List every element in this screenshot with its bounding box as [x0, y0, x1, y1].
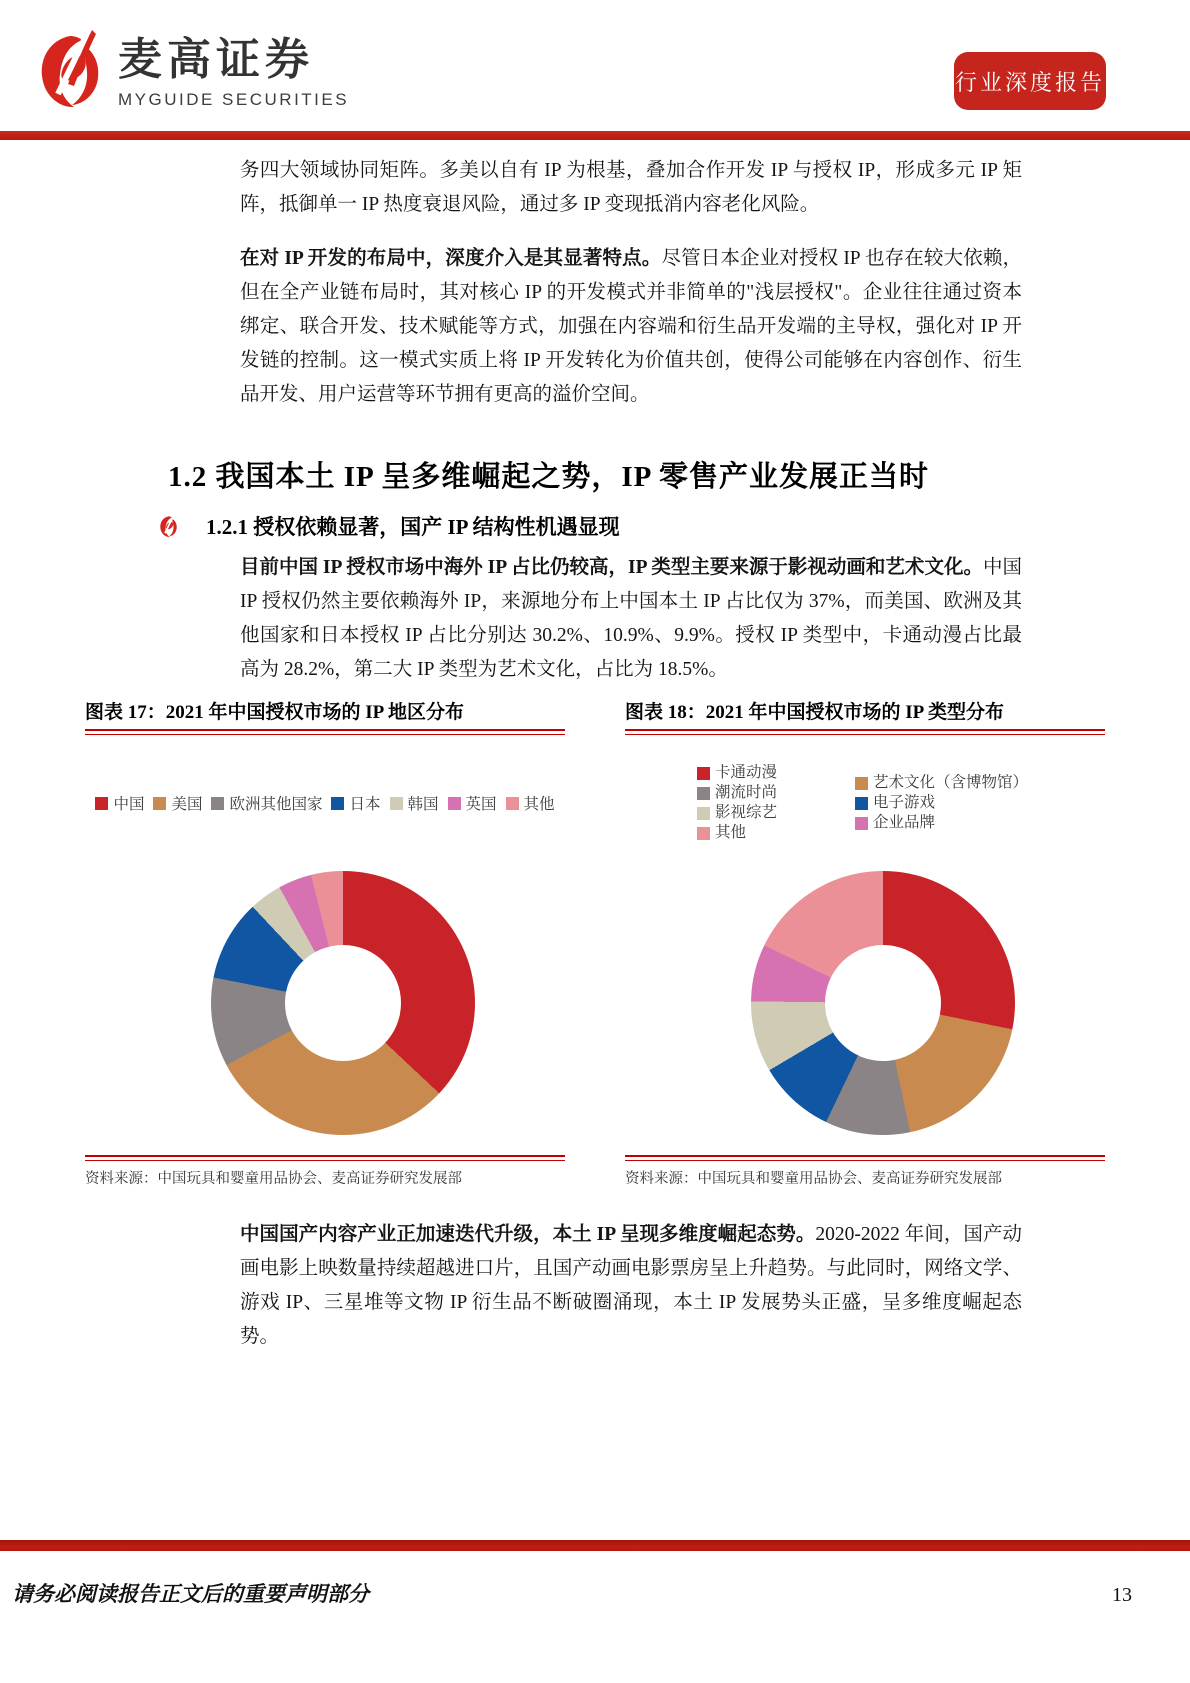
- chart-17-donut: [211, 871, 475, 1135]
- legend-label: 英国: [465, 796, 497, 813]
- legend-swatch: [331, 797, 344, 810]
- legend-item: [331, 792, 380, 814]
- legend-label: 韩国: [407, 796, 439, 813]
- subsection-title: 1.2.1 授权依赖显著，国产 IP 结构性机遇显现: [206, 515, 620, 539]
- legend-swatch: [697, 767, 710, 780]
- chart-18-legend-col-1: [697, 763, 777, 843]
- legend-item: [855, 813, 1028, 833]
- chart-18-legend: [625, 735, 1105, 871]
- chart-18-legend-col-2: [855, 773, 1028, 833]
- legend-swatch: [153, 797, 166, 810]
- chart-18-source: [625, 1155, 1105, 1188]
- legend-swatch: [697, 787, 710, 800]
- legend-item: [506, 792, 555, 814]
- legend-label: 卡通动漫: [715, 764, 778, 781]
- legend-item: [697, 783, 777, 803]
- legend-swatch: [211, 797, 224, 810]
- legend-swatch: [390, 797, 403, 810]
- closing-lead: 中国国产内容产业正加速迭代升级，本土 IP 呈现多维度崛起态势。: [240, 1224, 816, 1245]
- page-number: 13: [1112, 1584, 1132, 1606]
- subsection-heading: [158, 511, 1190, 541]
- brand-name-en: MYGUIDE SECURITIES: [118, 90, 350, 109]
- footer-disclaimer: 请务必阅读报告正文后的重要声明部分: [12, 1582, 369, 1606]
- legend-swatch: [506, 797, 519, 810]
- myguide-logo-icon: [34, 28, 106, 114]
- legend-label: 其他: [715, 824, 747, 841]
- paragraph-1-text: 务四大领域协同矩阵。多美以自有 IP 为根基，叠加合作开发 IP 与授权 IP，形成多元 IP 矩阵，抵御单一 IP 热度衰退风险，通过多 IP 变现抵消内容老化风险。: [240, 160, 1022, 215]
- closing-text: 2020-2022 年间，国产动画电影上映数量持续超越进口片，且国产动画电影票房呈上升趋势。与此同时，网络文学、游戏 IP、三星堆等文物 IP 衍生品不断破圈涌现，本土 IP 发展势头正盛，呈多维度崛起态势。: [240, 1224, 1022, 1347]
- charts-row: [85, 697, 1105, 1188]
- legend-label: 其他: [523, 796, 555, 813]
- legend-swatch: [448, 797, 461, 810]
- legend-label: 潮流时尚: [715, 784, 778, 801]
- header-separator: [0, 131, 1190, 140]
- legend-label: 企业品牌: [873, 814, 936, 831]
- closing-paragraph: [240, 1218, 1022, 1354]
- legend-item: [697, 803, 777, 823]
- chart-17-source: [85, 1155, 565, 1188]
- legend-item: [697, 823, 777, 843]
- brand-text: [118, 28, 349, 110]
- legend-label: 影视综艺: [715, 804, 778, 821]
- myguide-bullet-icon: [158, 514, 179, 539]
- intro-paragraph: [240, 551, 1022, 687]
- chart-17: [85, 697, 565, 1188]
- chart-17-title: 图表 17：2021 年中国授权市场的 IP 地区分布: [85, 702, 464, 723]
- legend-label: 艺术文化（含博物馆）: [873, 774, 1029, 791]
- legend-label: 美国: [171, 796, 203, 813]
- legend-item: [153, 792, 202, 814]
- section-title: 1.2 我国本土 IP 呈多维崛起之势，IP 零售产业发展正当时: [168, 461, 930, 493]
- legend-swatch: [855, 817, 868, 830]
- paragraph-2-lead: 在对 IP 开发的布局中，深度介入是其显著特点。: [240, 248, 662, 269]
- legend-item: [855, 793, 1028, 813]
- intro-text: 中国 IP 授权仍然主要依赖海外 IP，来源地分布上中国本土 IP 占比仅为 37%，而美国、欧洲及其他国家和日本授权 IP 占比分别达 30.2%、10.9%、9.9%。授权 IP 类型中，卡通动漫占比最高为 28.2%，第二大 IP 类型为艺术文化，占比为 18.5%。: [240, 557, 1022, 680]
- chart-18-title: 图表 18：2021 年中国授权市场的 IP 类型分布: [625, 702, 1004, 723]
- paragraph-2: [240, 242, 1022, 412]
- intro-lead: 目前中国 IP 授权市场中海外 IP 占比仍较高，IP 类型主要来源于影视动画和艺术文化。: [240, 557, 983, 578]
- legend-swatch: [855, 777, 868, 790]
- legend-label: 日本: [349, 796, 381, 813]
- chart-18-source-text: 资料来源：中国玩具和婴童用品协会、麦高证券研究发展部: [625, 1171, 1002, 1187]
- legend-item: [390, 792, 439, 814]
- chart-18-donut: [751, 871, 1015, 1135]
- footer-separator: [0, 1540, 1190, 1551]
- legend-swatch: [855, 797, 868, 810]
- legend-item: [211, 792, 322, 814]
- chart-17-donut-hole: [285, 945, 401, 1061]
- legend-item: [855, 773, 1028, 793]
- legend-item: [448, 792, 497, 814]
- chart-17-legend: [85, 735, 565, 871]
- page-header: [0, 0, 1190, 131]
- chart-18-source-rule: [625, 1155, 1105, 1161]
- legend-swatch: [697, 827, 710, 840]
- chart-18-donut-hole: [825, 945, 941, 1061]
- legend-swatch: [95, 797, 108, 810]
- legend-label: 欧洲其他国家: [229, 796, 323, 813]
- paragraph-1: [240, 154, 1022, 222]
- report-type-badge: 行业深度报告: [954, 52, 1106, 110]
- brand-name-cn: 麦高证券: [118, 35, 314, 84]
- legend-item: [697, 763, 777, 783]
- legend-item: [95, 792, 144, 814]
- paragraph-2-text: 尽管日本企业对授权 IP 也存在较大依赖，但在全产业链布局时，其对核心 IP 的开发模式并非简单的"浅层授权"。企业往往通过资本绑定、联合开发、技术赋能等方式，加强在内容端和衍生品开发端的主导权，强化对 IP 开发链的控制。这一模式实质上将 IP 开发转化为价值共创，使得公司能够在内容创作、衍生品开发、用户运营等环节拥有更高的溢价空间。: [240, 248, 1022, 405]
- legend-label: 中国: [113, 796, 145, 813]
- page-footer: [12, 1578, 1132, 1608]
- chart-17-source-text: 资料来源：中国玩具和婴童用品协会、麦高证券研究发展部: [85, 1171, 462, 1187]
- legend-swatch: [697, 807, 710, 820]
- brand-logo: [34, 28, 349, 114]
- chart-18: [625, 697, 1105, 1188]
- legend-label: 电子游戏: [873, 794, 936, 811]
- chart-17-source-rule: [85, 1155, 565, 1161]
